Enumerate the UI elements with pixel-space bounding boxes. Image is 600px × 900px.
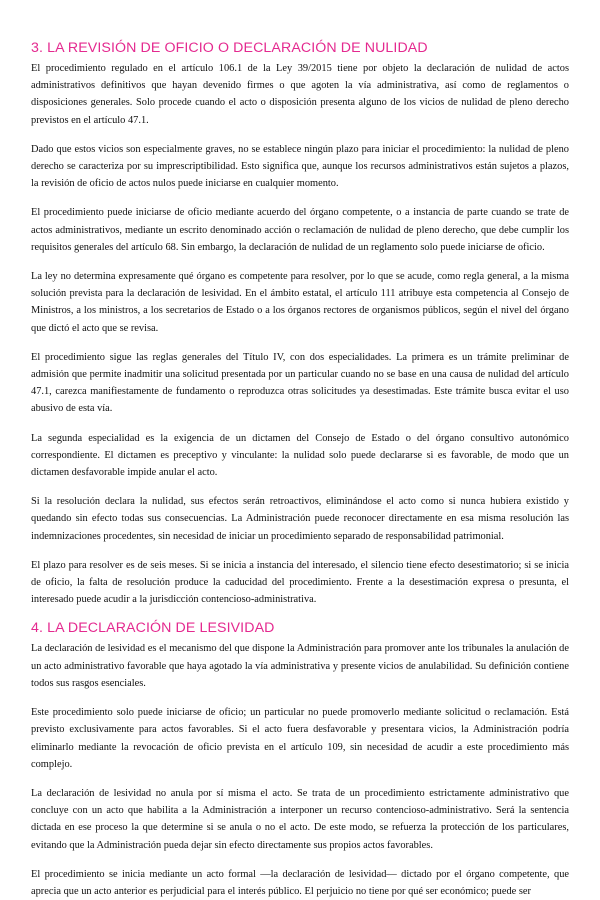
section-3-paragraph: La segunda especialidad es la exigencia de un dictamen del Consejo de Estado o del órgano consultivo autonómico correspondiente. El dictamen es preceptivo y vinculante: la nulidad solo puede declararse si es favorable, de modo que un dictamen desfavorable impide anular el acto. <box>31 432 569 479</box>
section-4-heading: 4. LA DECLARACIÓN DE LESIVIDAD <box>31 620 275 637</box>
section-3-paragraph: El plazo para resolver es de seis meses. Si se inicia a instancia del interesado, el silencio tiene efecto desestimatorio; si se inicia de oficio, la falta de resolución produce la caducidad del procedimiento. Frente a la desestimación expresa o presunta, el interesado puede acudir a la jurisdicción contencioso-administrativa. <box>31 559 569 606</box>
section-3-paragraph: La ley no determina expresamente qué órgano es competente para resolver, por lo que se acude, como regla general, a la misma solución prevista para la declaración de lesividad. En el ámbito estatal, el artículo 111 atribuye esta competencia al Consejo de Ministros, a los ministros, a los secretarios de Estado o a los órganos rectores de organismos públicos, según el nivel del órgano que dictó el acto que se revisa. <box>31 271 569 334</box>
section-3-paragraph: El procedimiento sigue las reglas generales del Título IV, con dos especialidades. La primera es un trámite preliminar de admisión que permite inadmitir una solicitud presentada por un particular cuando no se base en una causa de nulidad del artículo 47.1, carezca manifiestamente de fundamento o reproduzca otras solicitudes ya desestimadas. Este trámite busca evitar el uso abusivo de esta vía. <box>31 351 569 415</box>
section-4-paragraph: El procedimiento se inicia mediante un acto formal —la declaración de lesividad— dictado por el órgano competente, que aprecia que un acto anterior es perjudicial para el interés público. El perjuicio no tiene por qué ser económico; puede ser <box>31 868 569 897</box>
section-3-paragraph: El procedimiento puede iniciarse de oficio mediante acuerdo del órgano competente, o a instancia de parte cuando se trate de actos administrativos, mediante un escrito denominado acción o reclamación de nulidad de pleno derecho, que debe cumplir los requisitos generales del artículo 68. Sin embargo, la declaración de nulidad de un reglamento solo puede iniciarse de oficio. <box>31 207 569 253</box>
section-4-paragraph: Este procedimiento solo puede iniciarse de oficio; un particular no puede promoverlo mediante solicitud o reclamación. Está previsto exclusivamente para actos favorables. Si el acto fuera desfavorable y presentara vicios, la Administración podría eliminarlo mediante la revocación de oficio prevista en el artículo 109, sin necesidad de acudir a este procedimiento más complejo. <box>31 707 569 770</box>
section-3-paragraph: El procedimiento regulado en el artículo 106.1 de la Ley 39/2015 tiene por objeto la declaración de nulidad de actos administrativos definitivos que hayan devenido firmes o que agoten la vía administrativa, así como de reglamentos o disposiciones generales. Solo procede cuando el acto o disposición presenta alguno de los vicios de nulidad de pleno derecho previstos en el artículo 47.1. <box>31 63 569 126</box>
section-3-paragraph: Si la resolución declara la nulidad, sus efectos serán retroactivos, eliminándose el acto como si nunca hubiera existido y quedando sin efecto todas sus consecuencias. La Administración puede reconocer directamente en esa misma resolución las indemnizaciones procedentes, sin necesidad de iniciar un procedimiento separado de responsabilidad patrimonial. <box>31 496 569 542</box>
section-3-heading: 3. LA REVISIÓN DE OFICIO O DECLARACIÓN DE NULIDAD <box>31 40 428 56</box>
section-3-paragraph: Dado que estos vicios son especialmente graves, no se establece ningún plazo para iniciar el procedimiento: la nulidad de pleno derecho se caracteriza por su imprescriptibilidad. Esto significa que, aunque los recursos administrativos están sujetos a plazos, la revisión de oficio de actos nulos puede iniciarse en cualquier momento. <box>31 143 569 190</box>
section-4-paragraph: La declaración de lesividad no anula por sí misma el acto. Se trata de un procedimiento estrictamente administrativo que concluye con un acto que habilita a la Administración a interponer un recurso contencioso-administrativo. Será la sentencia dictada en ese proceso la que determine si se anula o no el acto. De este modo, se refuerza la protección de los particulares, evitando que la Administración pueda dejar sin efecto directamente sus propios actos favorables. <box>31 787 569 851</box>
section-4-paragraph: La declaración de lesividad es el mecanismo del que dispone la Administración para promover ante los tribunales la anulación de un acto administrativo favorable que haya agotado la vía administrativa y presente vicios de anulabilidad. Su definición contiene todos sus rasgos esenciales. <box>31 643 569 689</box>
